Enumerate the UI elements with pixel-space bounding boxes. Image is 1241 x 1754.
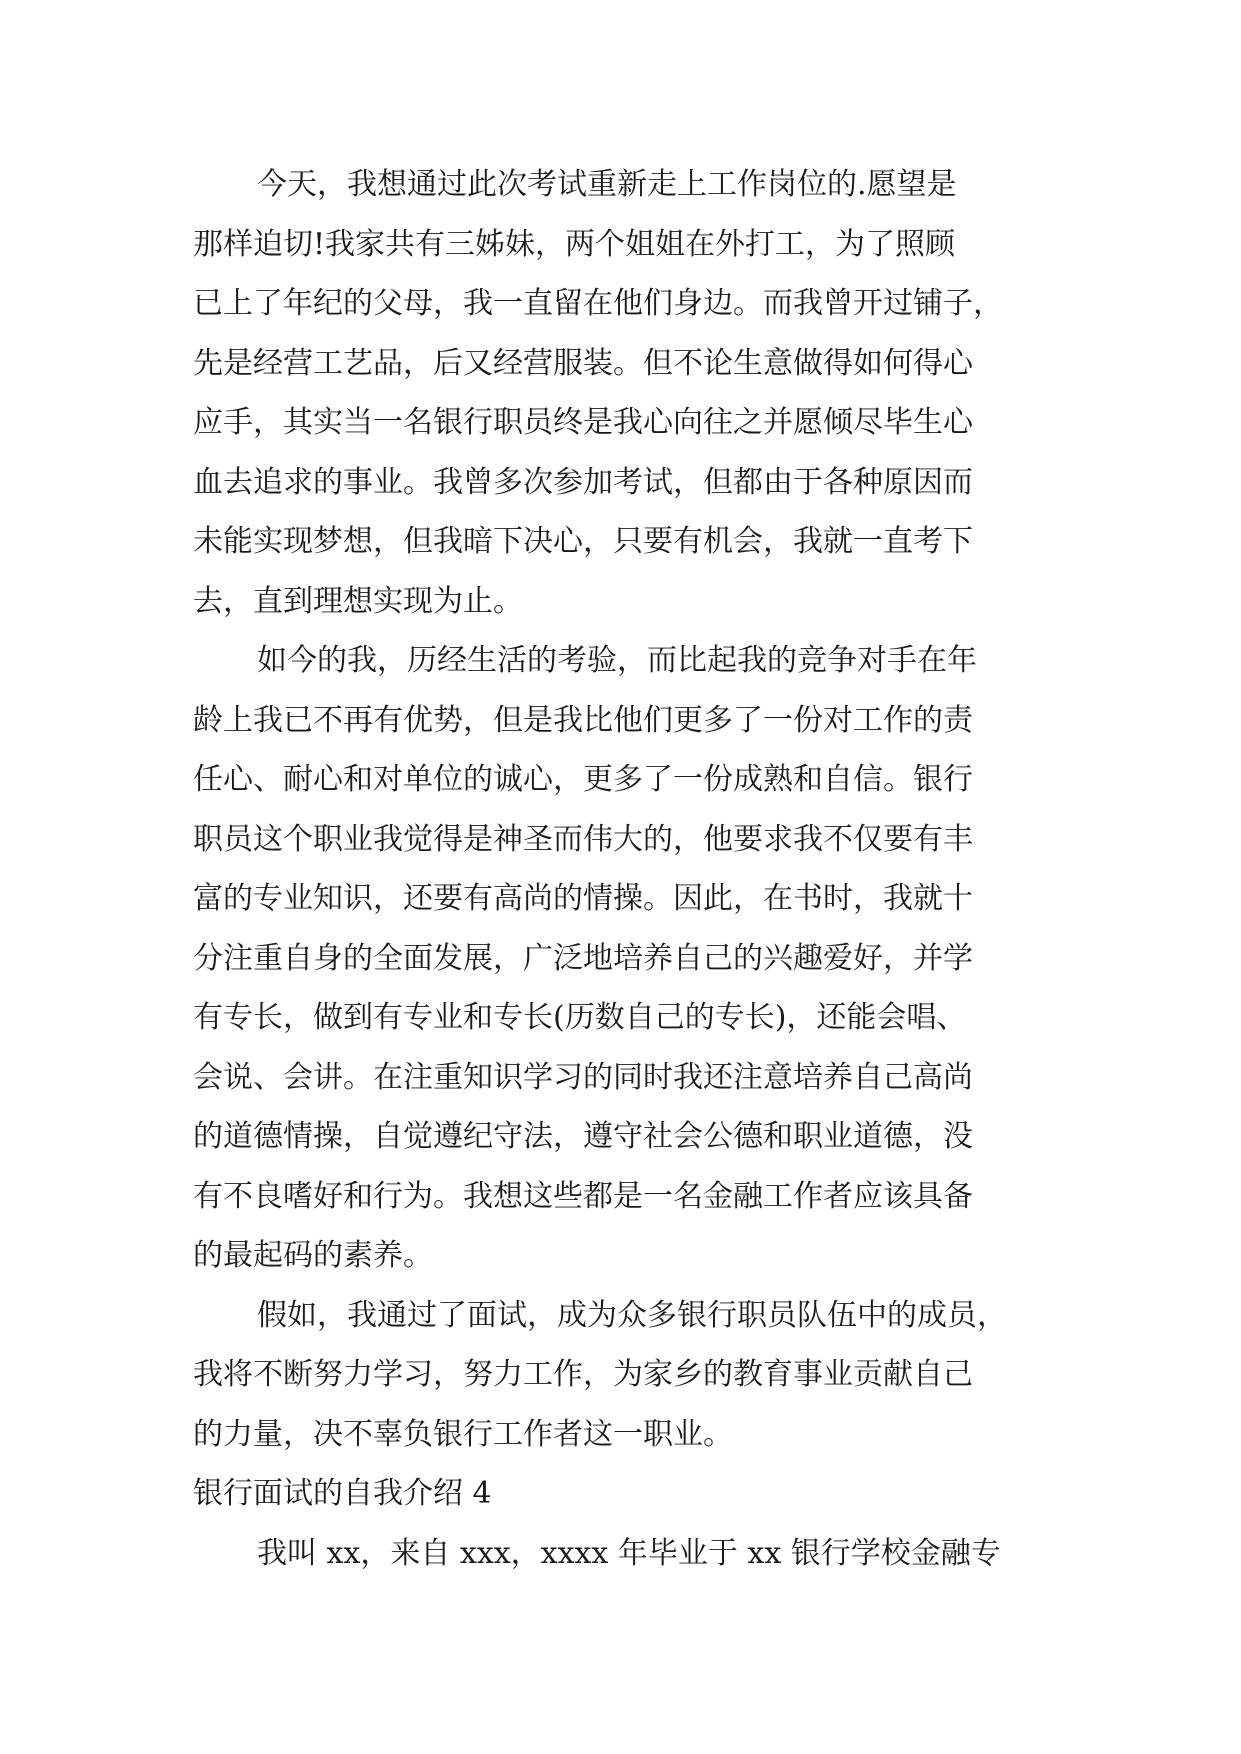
text-line: 未能实现梦想，但我暗下决心，只要有机会，我就一直考下 (193, 524, 973, 559)
section-heading: 银行面试的自我介绍 4 (193, 1476, 492, 1511)
text-line: 分注重自身的全面发展，广泛地培养自己的兴趣爱好，并学 (193, 940, 973, 976)
document-body (193, 155, 1073, 1583)
text-line: 那样迫切!我家共有三姊妹，两个姐姐在外打工，为了照顾 (193, 226, 956, 262)
text-line: 我叫 xx，来自 xxx，xxxx 年毕业于 xx 银行学校金融专 (257, 1535, 1001, 1571)
text-line: 有专长，做到有专业和专长(历数自己的专长)，还能会唱、 (193, 1000, 967, 1035)
text-line: 血去追求的事业。我曾多次参加考试，但都由于各种原因而 (193, 464, 973, 500)
text-line: 龄上我已不再有优势，但是我比他们更多了一份对工作的责 (193, 702, 973, 738)
text-line: 的力量，决不辜负银行工作者这一职业。 (193, 1416, 733, 1452)
text-line: 如今的我，历经生活的考验，而比起我的竞争对手在年 (257, 643, 977, 678)
text-line: 去，直到理想实现为止。 (193, 583, 523, 619)
text-line: 的最起码的素养。 (193, 1238, 433, 1273)
text-line: 任心、耐心和对单位的诚心，更多了一份成熟和自信。银行 (193, 762, 973, 797)
text-line: 有不良嗜好和行为。我想这些都是一名金融工作者应该具备 (193, 1178, 973, 1214)
text-line: 今天，我想通过此次考试重新走上工作岗位的.愿望是 (257, 167, 957, 202)
text-line: 职员这个职业我觉得是神圣而伟大的，他要求我不仅要有丰 (193, 821, 973, 857)
text-line: 先是经营工艺品，后又经营服装。但不论生意做得如何得心 (193, 345, 973, 381)
text-line: 我将不断努力学习，努力工作，为家乡的教育事业贡献自己 (193, 1357, 973, 1392)
text-line: 已上了年纪的父母，我一直留在他们身边。而我曾开过铺子， (193, 286, 1003, 321)
text-line: 假如，我通过了面试，成为众多银行职员队伍中的成员， (257, 1297, 1007, 1333)
text-line: 应手，其实当一名银行职员终是我心向往之并愿倾尽毕生心 (193, 405, 973, 440)
text-line: 的道德情操，自觉遵纪守法，遵守社会公德和职业道德，没 (193, 1119, 973, 1154)
text-line: 富的专业知识，还要有高尚的情操。因此，在书时，我就十 (193, 881, 973, 916)
text-line: 会说、会讲。在注重知识学习的同时我还注意培养自己高尚 (193, 1059, 973, 1095)
